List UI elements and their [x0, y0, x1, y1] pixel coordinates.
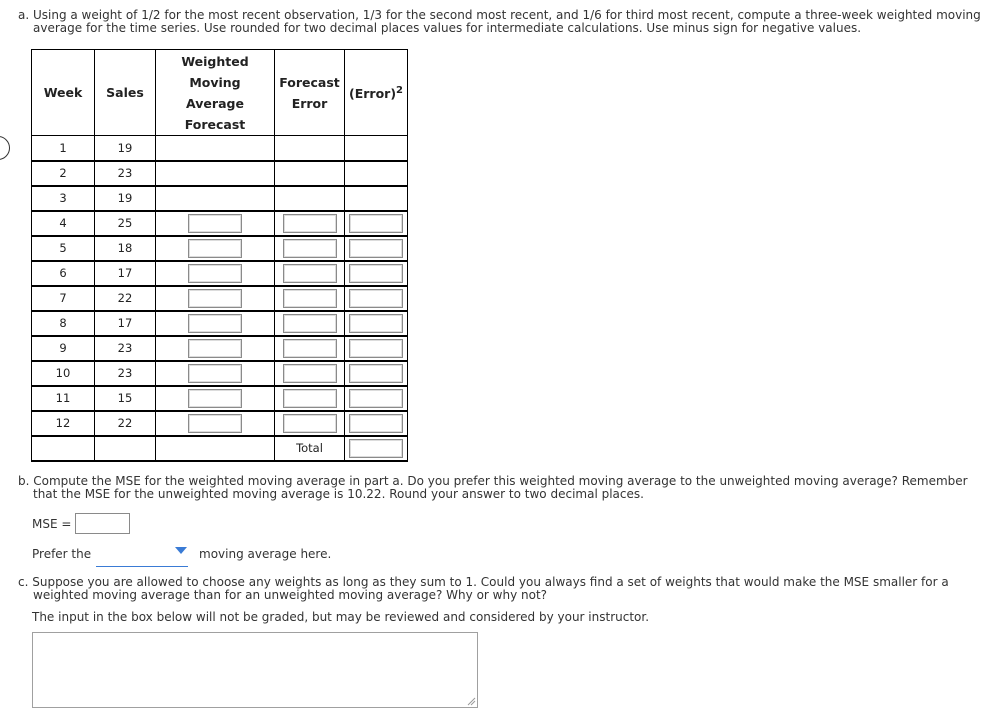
sales-cell: 22	[95, 286, 156, 311]
part-c-line-1: c. Suppose you are allowed to choose any weights as long as they sum to 1. Could you always find a set of weights that would make the MSE smaller for a	[18, 575, 949, 589]
table-row	[32, 211, 408, 236]
table-row	[32, 161, 408, 186]
part-b-instructions	[18, 475, 968, 501]
header-weighted-moving-average-forecast: Weighted Moving Average Forecast	[156, 50, 275, 136]
week-cell: 10	[32, 361, 95, 386]
week-cell: 12	[32, 411, 95, 436]
sales-cell: 19	[95, 136, 156, 161]
forecast-error-input[interactable]	[283, 214, 337, 233]
forecast-input[interactable]	[188, 239, 242, 258]
forecast-error-input[interactable]	[283, 339, 337, 358]
sales-cell: 22	[95, 411, 156, 436]
forecast-input[interactable]	[188, 414, 242, 433]
prefer-prefix: Prefer the	[32, 547, 92, 561]
sales-cell: 23	[95, 161, 156, 186]
header-error-squared: (Error)$^2$	[345, 50, 408, 136]
weighted-moving-average-table	[31, 49, 408, 462]
forecast-input[interactable]	[188, 264, 242, 283]
part-c-instructions	[18, 576, 949, 602]
part-c-note: The input in the box below will not be graded, but may be reviewed and considered by your instructor.	[32, 610, 650, 624]
forecast-input[interactable]	[188, 389, 242, 408]
forecast-input[interactable]	[188, 364, 242, 383]
prefer-suffix: moving average here.	[199, 547, 332, 561]
week-cell: 11	[32, 386, 95, 411]
forecast-input[interactable]	[188, 339, 242, 358]
table-row	[32, 386, 408, 411]
table-row	[32, 361, 408, 386]
table-row	[32, 286, 408, 311]
resize-grip-icon[interactable]	[466, 696, 476, 706]
question-marker-circle	[0, 136, 10, 160]
header-forecast-error: Forecast Error	[275, 50, 345, 136]
sales-cell: 17	[95, 261, 156, 286]
table-row	[32, 336, 408, 361]
chevron-down-icon[interactable]	[175, 547, 187, 554]
forecast-error-input[interactable]	[283, 264, 337, 283]
part-b-line-1: b. Compute the MSE for the weighted moving average in part a. Do you prefer this weighted moving average to the unweighted moving average? Remember	[18, 474, 968, 488]
week-cell: 7	[32, 286, 95, 311]
table-row	[32, 311, 408, 336]
sales-cell: 15	[95, 386, 156, 411]
table-row	[32, 136, 408, 161]
part-a-line-1: a. Using a weight of 1/2 for the most recent observation, 1/3 for the second most recent, and 1/6 for third most recent, compute a three-week weighted moving	[18, 8, 981, 22]
week-cell: 6	[32, 261, 95, 286]
forecast-error-input[interactable]	[283, 289, 337, 308]
sales-cell: 23	[95, 361, 156, 386]
week-cell: 8	[32, 311, 95, 336]
mse-label: MSE =	[32, 517, 72, 531]
sales-cell: 17	[95, 311, 156, 336]
table-row	[32, 411, 408, 436]
week-cell: 3	[32, 186, 95, 211]
week-cell: 5	[32, 236, 95, 261]
table-row	[32, 261, 408, 286]
week-cell: 4	[32, 211, 95, 236]
mse-input[interactable]	[75, 513, 130, 534]
error-squared-input[interactable]	[349, 214, 403, 233]
week-cell: 1	[32, 136, 95, 161]
error-squared-input[interactable]	[349, 314, 403, 333]
part-a-instructions	[18, 9, 981, 35]
total-error-squared-input[interactable]	[349, 439, 403, 458]
sales-cell: 18	[95, 236, 156, 261]
week-cell: 9	[32, 336, 95, 361]
error-squared-input[interactable]	[349, 389, 403, 408]
forecast-input[interactable]	[188, 314, 242, 333]
week-cell: 2	[32, 161, 95, 186]
error-squared-input[interactable]	[349, 264, 403, 283]
table-row	[32, 236, 408, 261]
part-c-line-2: weighted moving average than for an unweighted moving average? Why or why not?	[33, 588, 548, 602]
answer-textarea[interactable]	[32, 632, 478, 708]
error-squared-input[interactable]	[349, 364, 403, 383]
part-a-line-2: average for the time series. Use rounded for two decimal places values for intermediate calculations. Use minus sign for negative values.	[33, 21, 862, 35]
forecast-error-input[interactable]	[283, 389, 337, 408]
forecast-input[interactable]	[188, 289, 242, 308]
forecast-input[interactable]	[188, 214, 242, 233]
forecast-error-input[interactable]	[283, 239, 337, 258]
error-squared-input[interactable]	[349, 239, 403, 258]
forecast-error-input[interactable]	[283, 414, 337, 433]
error-squared-input[interactable]	[349, 289, 403, 308]
forecast-error-input[interactable]	[283, 314, 337, 333]
total-label: Total	[275, 436, 345, 461]
sales-cell: 25	[95, 211, 156, 236]
sales-cell: 23	[95, 336, 156, 361]
forecast-error-input[interactable]	[283, 364, 337, 383]
header-sales: Sales	[95, 50, 156, 136]
sales-cell: 19	[95, 186, 156, 211]
part-b-line-2: that the MSE for the unweighted moving average is 10.22. Round your answer to two decimal places.	[33, 487, 644, 501]
table-header-row	[32, 50, 408, 136]
prefer-dropdown[interactable]	[96, 555, 188, 567]
header-week: Week	[32, 50, 95, 136]
table-total-row	[32, 436, 408, 461]
table-row	[32, 186, 408, 211]
error-squared-input[interactable]	[349, 339, 403, 358]
error-squared-input[interactable]	[349, 414, 403, 433]
